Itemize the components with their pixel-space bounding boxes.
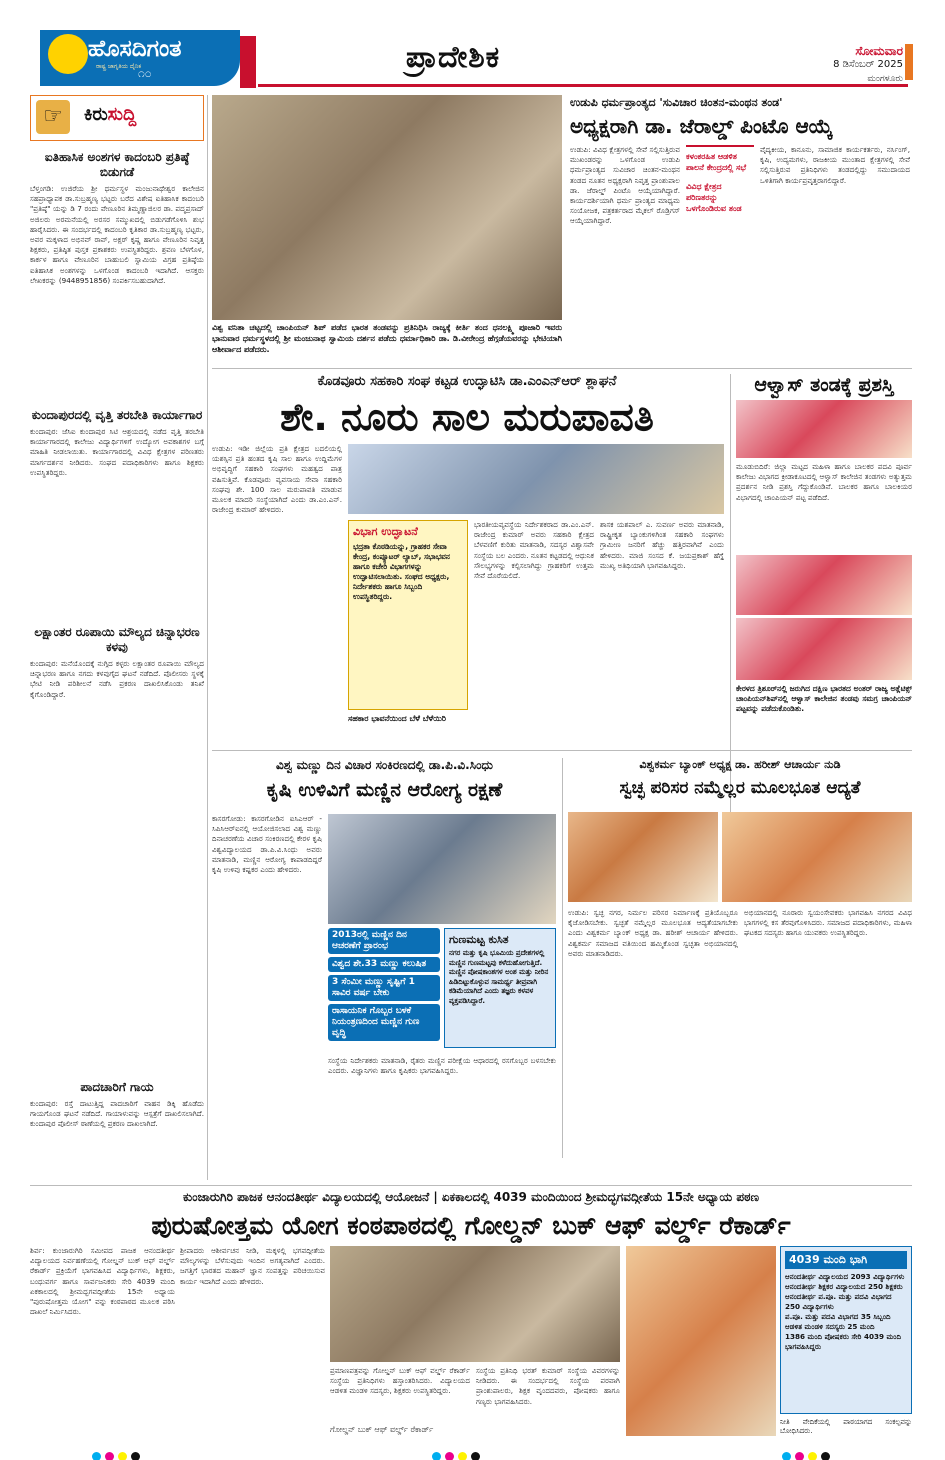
story-body: ಭಾರತೀಯವ್ಯವಸ್ಥೆಯ ನಿರ್ದೇಶಕರಾದ ಡಾ.ಎಂ.ಎನ್. ರಾಜೇಂದ್ರ ಕುಮಾರ್ ಅವರು ಸಹಕಾರಿ ಕ್ಷೇತ್ರದ ಬೆಳವಣಿಗೆ ಕುರಿತು ಮಾತನಾಡಿ, ಸದಸ್ಯರ ವಿಶ್ವಾಸವೇ ಸಂಸ್ಥೆಯ ಬಲ ಎಂದರು. ನೂತನ ಕಟ್ಟಡದಲ್ಲಿ ಆಧುನಿಕ ಸೌಲಭ್ಯಗಳನ್ನು ಕಲ್ಪಿಸಲಾಗಿದ್ದು ಗ್ರಾಹಕರಿಗೆ ಉತ್ತಮ ಸೇವೆ ದೊರೆಯಲಿದೆ.	[474, 520, 594, 581]
brief-body: ಬೆಳ್ತಂಗಡಿ: ಉಜಿರೆಯ ಶ್ರೀ ಧರ್ಮಸ್ಥಳ ಮಂಜುನಾಥೇಶ್ವರ ಕಾಲೇಜಿನ ಸಹಪ್ರಾಧ್ಯಾಪಕ ಡಾ.ಸುಬ್ರಹ್ಮಣ್ಯ ಭಟ್ಟರು ಬರೆದ ವಿಶೇಷ ಐತಿಹಾಸಿಕ ಕಾದಂಬರಿ "ಪ್ರತಿಷ್ಠೆ" ಯನ್ನು ಡಿ 7 ರಂದು ವೇಣೂರಿನ ತಿಮ್ಮಣ್ಣಾಜಿಲರ ಡಾ. ಪದ್ಮಪ್ರಸಾದ್ ಅಜಿಲರು ಅರಮನೆಯಲ್ಲಿ ಅರಸರ ಸಮ್ಮುಖದಲ್ಲಿ ಬಿಡುಗಡೆಗೊಳಿಸಿ ಶುಭ ಹಾರೈಸಿದರು. ಈ ಸಂದರ್ಭದಲ್ಲಿ ಕಾದಂಬರಿ ಕೃತಿಕಾರ ಡಾ.ಸುಬ್ರಹ್ಮಣ್ಯ ಭಟ್ಟರು, ಅವರ ಮಕ್ಕಳಾದ ಅಭಿನವ್ ರಾವ್, ಅಕ್ಷರ್ ಕೃಷ್ಣ ಹಾಗೂ ವೇಣೂರಿನ ನಿವೃತ್ತ ಶಿಕ್ಷಕರು, ಪ್ರತಿಷ್ಠಿತ ಪುಸ್ತಕ ಪ್ರಕಾಶಕರು ಉಪಸ್ಥಿತರಿದ್ದರು. ಶ್ರವಣ ಬೆಳಗೊಳ, ಕಾರ್ಕಳ ಹಾಗೂ ವೇಣೂರಿನ ಬಾಹುಬಲಿ ಸ್ವಾಮಿಯ ವಿಗ್ರಹ ಪ್ರತಿಷ್ಠೆಯ ಐತಿಹಾಸಿಕ ಅಂಶಗಳನ್ನು ಒಳಗೊಂಡ ಕಾದಂಬರಿ ಇದಾಗಿದೆ. ಆಸಕ್ತರು ಲೇಖಕರನ್ನು (9448951856) ಸಂಪರ್ಕಿಸಬಹುದಾಗಿದೆ.	[30, 184, 204, 285]
info-box-title: ಗುಣಮಟ್ಟ ಕುಸಿತ	[449, 933, 509, 946]
story-headline: ಅಧ್ಯಕ್ಷರಾಗಿ ಡಾ. ಜೆರಾಲ್ಡ್ ಪಿಂಟೊ ಆಯ್ಕೆ	[570, 114, 833, 138]
side-point: ಕಳಂಕರಹಿತ ಆಡಳಿತ ಪಾಲನೆ ಕೇಂದ್ರದಲ್ಲಿ ಸಭೆ	[686, 152, 747, 172]
briefs-label: ಕಿರುಸುದ್ದಿ	[84, 104, 137, 125]
cyan-dot-icon	[92, 1452, 101, 1460]
story-body: ಅಭಿಯಾನದಲ್ಲಿ ನೂರಾರು ಸ್ವಯಂಸೇವಕರು ಭಾಗವಹಿಸಿ ನಗರದ ವಿವಿಧ ಭಾಗಗಳಲ್ಲಿ ಕಸ ತೆರವುಗೊಳಿಸಿದರು. ಸಮಾಜದ ಪದಾಧಿಕಾರಿಗಳು, ಮಹಿಳಾ ಘಟಕದ ಸದಸ್ಯರು ಹಾಗೂ ಯುವಕರು ಉಪಸ್ಥಿತರಿದ್ದರು.	[744, 908, 912, 938]
registration-marks	[90, 1446, 142, 1460]
inauguration-photo	[348, 444, 724, 514]
story-body: ಉಡುಪಿ: ಇಡೀ ಜಿಲ್ಲೆಯ ಪ್ರತಿ ಕ್ಷೇತ್ರದ ಬದಲಿಯಲ್ಲಿ ಯಶಸ್ಸಿನ ಪ್ರತಿ ಹಂತದ ಕೃಷಿ ಸಾಲ ಹಾಗೂ ಉದ್ದಿಮೆಗಳ ಅಭಿವೃದ್ಧಿಗೆ ಸಹಕಾರಿ ಸಂಘಗಳು ಮಹತ್ವದ ಪಾತ್ರ ವಹಿಸುತ್ತಿವೆ. ಕೊಡವೂರು ವ್ಯವಸಾಯ ಸೇವಾ ಸಹಕಾರಿ ಸಂಘವು ಶೇ. 100 ಸಾಲ ಮರುಪಾವತಿ ಮಾಡುವ ಮೂಲಕ ಮಾದರಿ ಸಂಸ್ಥೆಯಾಗಿದೆ ಎಂದು ಡಾ.ಎಂ.ಎನ್. ರಾಜೇಂದ್ರ ಕುಮಾರ್ ಹೇಳಿದರು.	[212, 444, 342, 515]
logo-number: ೧೦	[138, 66, 152, 80]
story-body: ಶಿರ್ವ: ಕುಂಜಾರುಗಿರಿ ಸಮೀಪದ ಪಾಜಕ ಆನಂದತೀರ್ಥ ವಿದ್ಯಾಲಯದ ನಿರ್ವಹಣೆಯಲ್ಲಿ ಗೋಲ್ಡನ್ ಬುಕ್ ಆಫ್ ವರ್ಲ್ಡ್ ರೆಕಾರ್ಡ್ ಪ್ರಕ್ರಿಯೆಗೆ ಭಾಗವಹಿಸಿದ ವಿದ್ಯಾರ್ಥಿಗಳು, ಶಿಕ್ಷಕರು, ಬಂಧುವರ್ಗ ಹಾಗೂ ಸಾರ್ವಜನಿಕರು ಸೇರಿ 4039 ಮಂದಿ ಏಕಕಾಲದಲ್ಲಿ ಶ್ರೀಮದ್ಭಗವದ್ಗೀತೆಯ 15ನೇ ಅಧ್ಯಾಯ "ಪುರುಷೋತ್ತಮ ಯೋಗ" ವನ್ನು ಕಂಠಪಾಠದ ಮೂಲಕ ಪಠಿಸಿ ದಾಖಲೆ ನಿರ್ಮಿಸಿದರು.	[30, 1246, 175, 1317]
brief-headline: ಪಾದಚಾರಿಗೆ ಗಾಯ	[80, 1080, 154, 1094]
black-dot-icon	[131, 1452, 140, 1460]
brief-body: ಕುಂದಾಪುರ: ಮನೆಯೊಂದಕ್ಕೆ ನುಗ್ಗಿದ ಕಳ್ಳರು ಲಕ್ಷಾಂತರ ರೂಪಾಯಿ ಮೌಲ್ಯದ ಚಿನ್ನಾಭರಣ ಹಾಗೂ ನಗದು ಕಳವುಗೈದ ಘಟನೆ ನಡೆದಿದೆ. ಪೊಲೀಸರು ಸ್ಥಳಕ್ಕೆ ಭೇಟಿ ನೀಡಿ ಪರಿಶೀಲನೆ ನಡೆಸಿ ಪ್ರಕರಣ ದಾಖಲಿಸಿಕೊಂಡು ತನಿಖೆ ಕೈಗೊಂಡಿದ್ದಾರೆ.	[30, 659, 204, 699]
side-point: ವಿವಿಧ ಕ್ಷೇತ್ರದ ಪರಿಣತರನ್ನು ಒಳಗೊಂಡಿರುವ ತಂಡ	[686, 182, 742, 213]
magenta-dot-icon	[105, 1452, 114, 1460]
stats-list	[328, 928, 440, 1041]
cyan-dot-icon	[782, 1452, 791, 1460]
cleanup-photo	[568, 812, 718, 902]
black-dot-icon	[471, 1452, 480, 1460]
info-box-line: ಆಡಳಿತ ಮಂಡಳಿ ಸದಸ್ಯರು 25 ಮಂದಿ	[785, 1322, 875, 1331]
info-box	[780, 1246, 912, 1414]
info-box	[444, 928, 556, 1048]
seminar-photo	[328, 814, 556, 924]
info-box-body: ನಗರ ಮತ್ತು ಕೃಷಿ ಭೂಮಿಯ ಪ್ರದೇಶಗಳಲ್ಲಿ ಮಣ್ಣಿನ ಗುಣಮಟ್ಟವು ಕಳೆದುಹೋಗುತ್ತಿದೆ. ಮಣ್ಣಿನ ಪೋಷಕಾಂಶಗಳ ಅಂಶ ಮತ್ತು ನೀರಿನ ಹಿಡಿದಿಟ್ಟುಕೊಳ್ಳುವ ಸಾಮರ್ಥ್ಯ ತೀವ್ರವಾಗಿ ಕಡಿಮೆಯಾಗಿದೆ ಎಂದು ತಜ್ಞರು ಕಳವಳ ವ್ಯಕ್ತಪಡಿಸಿದ್ದಾರೆ.	[449, 949, 549, 1005]
story-headline: ಕೃಷಿ ಉಳಿವಿಗೆ ಮಣ್ಣಿನ ಆರೋಗ್ಯ ರಕ್ಷಣೆ	[266, 779, 503, 801]
story-body: ವೈದ್ಯಕೀಯ, ಕಾನೂನು, ಸಾಮಾಜಿಕ ಕಾರ್ಯಕರ್ತರು, ನರ್ಸಿಂಗ್, ಕೃಷಿ, ಉದ್ಯಮಗಳು, ರಾಜಕೀಯ ಮುಂತಾದ ಕ್ಷೇತ್ರಗಳಲ್ಲಿ ಸೇವೆ ಸಲ್ಲಿಸುತ್ತಿರುವ ಪ್ರತಿನಿಧಿಗಳು ತಂಡದಲ್ಲಿದ್ದು ಸಮುದಾಯದ ಒಳಿತಿಗಾಗಿ ಕಾರ್ಯಪ್ರವೃತ್ತರಾಗಲಿದ್ದಾರೆ.	[760, 145, 910, 185]
black-dot-icon	[821, 1452, 830, 1460]
info-box-line: ಆನಂದತೀರ್ಥ ಶಿಕ್ಷಕರ ವಿದ್ಯಾಲಯದ 250 ಶಿಕ್ಷಕರು	[785, 1282, 903, 1291]
info-box-line: ಪ.ಪೂ. ಮತ್ತು ಪದವಿ ವಿಭಾಗದ 35 ಸಿಬ್ಬಂದಿ	[785, 1312, 891, 1321]
info-box-title: ವಿಭಾಗ ಉದ್ಘಾಟನೆ	[353, 525, 418, 538]
magenta-dot-icon	[795, 1452, 804, 1460]
info-box-line: ಆನಂದತೀರ್ಥ ವಿದ್ಯಾಲಯದ 2093 ವಿದ್ಯಾರ್ಥಿಗಳು	[785, 1272, 905, 1281]
info-box-line: ಆನಂದತೀರ್ಥ ಪ.ಪೂ. ಮತ್ತು ಪದವಿ ವಿಭಾಗದ 250 ವಿದ್ಯಾರ್ಥಿಗಳು	[785, 1292, 892, 1311]
column-divider	[207, 95, 208, 1180]
brief-body: ಕುಂದಾಪುರ: ಜೆಸಿಐ ಕುಂದಾಪುರ ಸಿಟಿ ಆಶ್ರಯದಲ್ಲಿ ನಡೆದ ವೃತ್ತಿ ತರಬೇತಿ ಕಾರ್ಯಾಗಾರದಲ್ಲಿ ಕಾಲೇಜು ವಿದ್ಯಾರ್ಥಿಗಳಿಗೆ ಉದ್ಯೋಗ ಅವಕಾಶಗಳ ಬಗ್ಗೆ ಮಾಹಿತಿ ನೀಡಲಾಯಿತು. ಕಾರ್ಯಾಗಾರದಲ್ಲಿ ವಿವಿಧ ಕ್ಷೇತ್ರಗಳ ಪರಿಣತರು ಮಾರ್ಗದರ್ಶನ ನೀಡಿದರು. ಸಂಘದ ಪದಾಧಿಕಾರಿಗಳು ಹಾಗೂ ಶಿಕ್ಷಕರು ಉಪಸ್ಥಿತರಿದ್ದರು.	[30, 427, 204, 477]
header-accent	[240, 36, 256, 88]
stat-item: ವಿಶ್ವದ ಶೇ.33 ಮಣ್ಣು ಕಲುಷಿತ	[328, 957, 440, 972]
section-rule	[30, 1185, 912, 1186]
stat-item: ರಾಸಾಯನಿಕ ಗೊಬ್ಬರ ಬಳಕೆ ನಿಯಂತ್ರಣದಿಂದ ಮಣ್ಣಿನ ಗುಣ ವೃದ್ಧಿ	[328, 1004, 440, 1041]
photo-caption: ವಿಶ್ವ ವನಿತಾ ಚಟ್ಟದಲ್ಲಿ ಚಾಂಪಿಯನ್ ಶಿಪ್ ಪಡೆದ ಭಾರತ ತಂಡವನ್ನು ಪ್ರತಿನಿಧಿಸಿ ರಾಜ್ಯಕ್ಕೆ ಕೀರ್ತಿ ತಂದ ಧನಲಕ್ಷ್ಮಿ ಪೂಜಾರಿ ಇವರು ಭಾನುವಾರ ಧರ್ಮಸ್ಥಳದಲ್ಲಿ ಶ್ರೀ ಮಂಜುನಾಥ ಸ್ವಾಮಿಯ ದರ್ಶನ ಪಡೆದು ಧರ್ಮಾಧಿಕಾರಿ ಡಾ. ಡಿ.ವೀರೇಂದ್ರ ಹೆಗ್ಗಡೆಯವರನ್ನು ಭೇಟಿಯಾಗಿ ಆಶೀರ್ವಾದ ಪಡೆದರು.	[212, 323, 562, 354]
team-photo	[736, 555, 912, 615]
crowd-photo	[626, 1246, 776, 1436]
info-box-line: 1386 ಮಂದಿ ಪೋಷಕರು ಸೇರಿ 4039 ಮಂದಿ ಭಾಗವಹಿಸಿದ್ದರು	[785, 1332, 902, 1351]
logo-tagline: ರಾಷ್ಟ್ರ ಜಾಗೃತಿಯ ದೈನಿಕ	[96, 63, 142, 70]
sub-head: ಸಹಕಾರ ಭಾವನೆಯಿಂದ ಬೆಳೆ ಬೆಳೆಯಿರಿ	[348, 714, 447, 723]
brief-item	[30, 408, 204, 601]
logo-text: ಹೊಸದಿಗಂತ	[88, 36, 182, 62]
story-headline: ಸ್ವಚ್ಛ ಪರಿಸರ ನಮ್ಮೆಲ್ಲರ ಮೂಲಭೂತ ಆದ್ಯತೆ	[619, 778, 861, 798]
yellow-dot-icon	[118, 1452, 127, 1460]
team-photo	[736, 400, 912, 458]
registration-marks	[430, 1446, 482, 1460]
stat-item: 2013ರಲ್ಲಿ ಮಣ್ಣಿನ ದಿನ ಆಚರಣೆಗೆ ಪ್ರಾರಂಭ	[328, 928, 440, 954]
magenta-dot-icon	[445, 1452, 454, 1460]
story-body: ಸಂಸ್ಥೆಯ ಪ್ರತಿನಿಧಿ ಭರತ್ ಕುಮಾರ್ ಸಂಸ್ಥೆಯ ವಿವರಗಳನ್ನು ನೀಡಿದರು. ಈ ಸಂದರ್ಭದಲ್ಲಿ ಸಂಸ್ಥೆಯ ಪರವಾಗಿ ಪ್ರಾಂಶುಪಾಲರು, ಶಿಕ್ಷಕ ವೃಂದದವರು, ಪೋಷಕರು ಹಾಗೂ ಗಣ್ಯರು ಭಾಗವಹಿಸಿದರು.	[476, 1366, 620, 1406]
info-box-body: ಭದ್ರತಾ ಕೊಠಡಿಯನ್ನು, ಗ್ರಾಹಕರ ಸೇವಾ ಕೇಂದ್ರ, ಕಂಪ್ಯೂಟರ್ ಲ್ಯಾಬ್, ಸಭಾಭವನ ಹಾಗೂ ಕಚೇರಿ ವಿಭಾಗಗಳನ್ನು ಉದ್ಘಾಟಿಸಲಾಯಿತು. ಸಂಘದ ಅಧ್ಯಕ್ಷರು, ನಿರ್ದೇಶಕರು ಹಾಗೂ ಸಿಬ್ಬಂದಿ ಉಪಸ್ಥಿತರಿದ್ದರು.	[353, 542, 450, 601]
cleanup-photo	[722, 812, 912, 902]
registration-marks	[780, 1446, 832, 1460]
info-box	[348, 520, 468, 710]
stat-item: 3 ಸೆಂಮೀ ಮಣ್ಣು ಸೃಷ್ಟಿಗೆ 1 ಸಾವಿರ ವರ್ಷ ಬೇಕು	[328, 975, 440, 1001]
brief-body: ಕುಂದಾಪುರ: ರಸ್ತೆ ದಾಟುತ್ತಿದ್ದ ಪಾದಚಾರಿಗೆ ವಾಹನ ಡಿಕ್ಕಿ ಹೊಡೆದು ಗಾಯಗೊಂಡ ಘಟನೆ ನಡೆದಿದೆ. ಗಾಯಾಳುವನ್ನು ಆಸ್ಪತ್ರೆಗೆ ದಾಖಲಿಸಲಾಗಿದೆ. ಕುಂದಾಪುರ ಪೊಲೀಸ್ ಠಾಣೆಯಲ್ಲಿ ಪ್ರಕರಣ ದಾಖಲಾಗಿದೆ.	[30, 1099, 204, 1129]
photo-caption: ನೀತಿ ವೇದಿಕೆಯಲ್ಲಿ ಪಾಠಯಾಗದ ಸಂಕಲ್ಪವನ್ನು ಬೋಧಿಸಿದರು.	[780, 1418, 912, 1435]
brief-item	[30, 625, 204, 881]
story-headline: ಆಳ್ವಾಸ್ ತಂಡಕ್ಕೆ ಪ್ರಶಸ್ತಿ	[754, 374, 894, 396]
section-title: ಪ್ರಾದೇಶಿಕ	[405, 40, 501, 75]
yellow-dot-icon	[458, 1452, 467, 1460]
header-rule	[258, 84, 908, 87]
photo-caption: ಕೇರಳದ ತ್ರಿಶೂರ್‌ನಲ್ಲಿ ಜರುಗಿದ ದಕ್ಷಿಣ ಭಾರತದ ಅಂತರ್ ರಾಜ್ಯ ಅತ್ಲೆಟಿಕ್ಸ್ ಚಾಂಪಿಯನ್‌ಶಿಪ್‌ನಲ್ಲಿ ಆಳ್ವಾಸ್ ಕಾಲೇಜಿನ ತಂಡವು ಸಮಗ್ರ ಚಾಂಪಿಯನ್ ಪಟ್ಟವನ್ನು ಪಡೆದುಕೊಂಡಿತು.	[736, 684, 912, 713]
photo-caption: ಗೋಲ್ಡನ್ ಬುಕ್ ಆಫ್ ವರ್ಲ್ಡ್ ರೆಕಾರ್ಡ್	[330, 1425, 434, 1434]
story-body: ಶಾಸಕ ಯಶಪಾಲ್ ಎ. ಸುವರ್ಣ ಅವರು ಮಾತನಾಡಿ, ರಾಷ್ಟ್ರೀಕೃತ ಬ್ಯಾಂಕುಗಳಿಗಿಂತ ಸಹಕಾರಿ ಸಂಘಗಳು ಗ್ರಾಮೀಣ ಜನರಿಗೆ ಹೆಚ್ಚು ಹತ್ತಿರವಾಗಿವೆ ಎಂದು ಹೇಳಿದರು. ಮಾಜಿ ಸಂಸದ ಕೆ. ಜಯಪ್ರಕಾಶ್ ಹೆಗ್ಡೆ ಮುಖ್ಯ ಅತಿಥಿಯಾಗಿ ಭಾಗವಹಿಸಿದ್ದರು.	[600, 520, 724, 570]
edition-place: ಮಂಗಳೂರು	[867, 74, 903, 84]
story-kicker: ಉಡುಪಿ ಧರ್ಮಪ್ರಾಂತ್ಯದ 'ಸುವಿಚಾರ ಚಿಂತನ-ಮಂಥನ ತಂಡ'	[570, 96, 783, 109]
header-side-bar	[905, 44, 913, 80]
cyan-dot-icon	[432, 1452, 441, 1460]
story-kicker: ವಿಶ್ವಕರ್ಮ ಬ್ಯಾಂಕ್ ಅಧ್ಯಕ್ಷ ಡಾ. ಹರೀಶ್ ಆಚಾರ್ಯ ನುಡಿ	[639, 758, 841, 771]
section-rule	[212, 368, 912, 369]
brief-headline: ಐತಿಹಾಸಿಕ ಅಂಶಗಳ ಕಾದಂಬರಿ ಪ್ರತಿಷ್ಠೆ ಬಿಡುಗಡೆ	[44, 150, 190, 179]
record-photo	[330, 1246, 620, 1362]
story-body: ಉಡುಪಿ: ಸ್ವಚ್ಛ ನಗರ, ನಿರ್ಮಲ ಪರಿಸರ ನಿರ್ಮಾಣಕ್ಕೆ ಪ್ರತಿಯೊಬ್ಬರೂ ಕೈಜೋಡಿಸಬೇಕು. ಸ್ವಚ್ಛತೆ ನಮ್ಮೆಲ್ಲರ ಮೂಲಭೂತ ಆದ್ಯತೆಯಾಗಬೇಕು ಎಂದು ವಿಶ್ವಕರ್ಮ ಬ್ಯಾಂಕ್ ಅಧ್ಯಕ್ಷ ಡಾ. ಹರೀಶ್ ಆಚಾರ್ಯ ಹೇಳಿದರು. ವಿಶ್ವಕರ್ಮ ಸಮಾಜದ ವತಿಯಿಂದ ಹಮ್ಮಿಕೊಂಡ ಸ್ವಚ್ಛತಾ ಅಭಿಯಾನದಲ್ಲಿ ಅವರು ಮಾತನಾಡಿದರು.	[568, 908, 738, 958]
brief-headline: ಕುಂದಾಪುರದಲ್ಲಿ ವೃತ್ತಿ ತರಬೇತಿ ಕಾರ್ಯಾಗಾರ	[31, 408, 203, 422]
info-box-title: 4039 ಮಂದಿ ಭಾಗಿ	[785, 1251, 907, 1269]
story-kicker: ವಿಶ್ವ ಮಣ್ಣು ದಿನ ವಿಚಾರ ಸಂಕಿರಣದಲ್ಲಿ ಡಾ.ಪಿ.ವಿ.ಸಿಂಧು	[276, 758, 493, 772]
yellow-dot-icon	[808, 1452, 817, 1460]
date-text: 8 ಡಿಸೆಂಬರ್ 2025	[833, 59, 903, 70]
side-points	[686, 145, 754, 275]
story-body: ಸಂಸ್ಥೆಯ ನಿರ್ದೇಶಕರು ಮಾತನಾಡಿ, ರೈತರು ಮಣ್ಣಿನ ಪರೀಕ್ಷೆಯ ಆಧಾರದಲ್ಲಿ ರಸಗೊಬ್ಬರ ಬಳಸಬೇಕು ಎಂದರು. ವಿಜ್ಞಾನಿಗಳು ಹಾಗೂ ಕೃಷಿಕರು ಭಾಗವಹಿಸಿದ್ದರು.	[328, 1056, 556, 1076]
story-body: ಮೂಡುಬಿದಿರೆ: ಜಿಲ್ಲಾ ಮಟ್ಟದ ಮಹಿಳಾ ಹಾಗೂ ಬಾಲಕರ ಪದವಿ ಪೂರ್ವ ಕಾಲೇಜು ವಿಭಾಗದ ಕ್ರೀಡಾಕೂಟದಲ್ಲಿ ಆಳ್ವಾಸ್ ಕಾಲೇಜಿನ ತಂಡಗಳು ಅತ್ಯುತ್ತಮ ಪ್ರದರ್ಶನ ನೀಡಿ ಪ್ರಶಸ್ತಿ ಗೆದ್ದುಕೊಂಡಿವೆ. ಬಾಲಕರ ಹಾಗೂ ಬಾಲಕಿಯರ ವಿಭಾಗದಲ್ಲಿ ಚಾಂಪಿಯನ್ ಪಟ್ಟ ಪಡೆದಿದೆ.	[736, 462, 912, 502]
story-body: ಶ್ರೀಪಾದರು ಆಶೀರ್ವಚನ ನೀಡಿ, ಮಕ್ಕಳಲ್ಲಿ ಭಗವದ್ಗೀತೆಯ ಮೌಲ್ಯಗಳನ್ನು ಬೆಳೆಸುವುದು ಇಂದಿನ ಅಗತ್ಯವಾಗಿದೆ ಎಂದರು. ಜಗತ್ತಿಗೆ ಭಾರತದ ಮಹಾನ್ ಜ್ಞಾನ ಸಂಪತ್ತನ್ನು ಪರಿಚಯಿಸುವ ಕಾರ್ಯ ಇದಾಗಿದೆ ಎಂದು ಹೇಳಿದರು.	[180, 1246, 325, 1286]
story-headline: ಪುರುಷೋತ್ತಮ ಯೋಗ ಕಂಠಪಾಠದಲ್ಲಿ ಗೋಲ್ಡನ್ ಬುಕ್ ಆಫ್ ವರ್ಲ್ಡ್ ರೆಕಾರ್ಡ್	[151, 1211, 791, 1240]
brief-item	[30, 150, 204, 420]
felicitation-photo	[212, 95, 562, 320]
story-body: ಪ್ರಮಾಣಪತ್ರವನ್ನು ಗೋಲ್ಡನ್ ಬುಕ್ ಆಫ್ ವರ್ಲ್ಡ್ ರೆಕಾರ್ಡ್ ಸಂಸ್ಥೆಯ ಪ್ರತಿನಿಧಿಗಳು ಹಸ್ತಾಂತರಿಸಿದರು. ವಿದ್ಯಾಲಯದ ಆಡಳಿತ ಮಂಡಳಿ ಸದಸ್ಯರು, ಶಿಕ್ಷಕರು ಉಪಸ್ಥಿತರಿದ್ದರು.	[330, 1366, 470, 1396]
section-rule	[212, 750, 912, 751]
story-kicker: ಕುಂಜಾರುಗಿರಿ ಪಾಜಕ ಆನಂದತೀರ್ಥ ವಿದ್ಯಾಲಯದಲ್ಲಿ ಆಯೋಜನೆ | ಏಕಕಾಲದಲ್ಲಿ 4039 ಮಂದಿಯಿಂದ ಶ್ರೀಮದ್ಭಗವದ್ಗೀತೆಯ 15ನೇ ಅಧ್ಯಾಯ ಪಠಣ	[183, 1190, 759, 1204]
column-divider	[562, 758, 563, 1158]
story-kicker: ಕೊಡವೂರು ಸಹಕಾರಿ ಸಂಘ ಕಟ್ಟಡ ಉದ್ಘಾಟಿಸಿ ಡಾ.ಎಂಎನ್‌ಆರ್ ಶ್ಲಾಘನೆ	[317, 374, 617, 389]
story-body: ಕಾಸರಗೋಡು: ಕಾಸರಗೋಡಿನ ಐಸಿಎಆರ್ - ಸಿಪಿಸಿಆರ್‌ಐನಲ್ಲಿ ಆಯೋಜಿಸಲಾದ ವಿಶ್ವ ಮಣ್ಣು ದಿನಾಚರಣೆಯ ವಿಚಾರ ಸಂಕಿರಣದಲ್ಲಿ ಕೇರಳ ಕೃಷಿ ವಿಶ್ವವಿದ್ಯಾಲಯದ ಡಾ.ಪಿ.ವಿ.ಸಿಂಧು ಅವರು ಮಾತನಾಡಿ, ಮಣ್ಣಿನ ಆರೋಗ್ಯ ಕಾಪಾಡದಿದ್ದರೆ ಕೃಷಿ ಉಳಿವು ಕಷ್ಟಕರ ಎಂದು ಹೇಳಿದರು.	[212, 814, 322, 875]
story-headline: ಶೇ. ನೂರು ಸಾಲ ಮರುಪಾವತಿ	[280, 395, 654, 439]
pointing-hand-icon: ☞	[36, 100, 70, 134]
team-photo	[736, 618, 912, 680]
story-body: ಉಡುಪಿ: ವಿವಿಧ ಕ್ಷೇತ್ರಗಳಲ್ಲಿ ಸೇವೆ ಸಲ್ಲಿಸುತ್ತಿರುವ ಮುಖಂಡರನ್ನು ಒಳಗೊಂಡ ಉಡುಪಿ ಧರ್ಮಪ್ರಾಂತ್ಯದ ಸುವಿಚಾರ ಚಿಂತನ-ಮಂಥನ ತಂಡದ ನೂತನ ಅಧ್ಯಕ್ಷರಾಗಿ ನಿವೃತ್ತ ಪ್ರಾಂಶುಪಾಲ ಡಾ. ಜೆರಾಲ್ಡ್ ಪಿಂಟೊ ಆಯ್ಕೆಯಾಗಿದ್ದಾರೆ. ಕಾರ್ಯದರ್ಶಿಯಾಗಿ ಧರ್ಮ ಪ್ರಾಂತ್ಯದ ಮಾಧ್ಯಮ ಸಂಯೋಜಕ, ಪತ್ರಕರ್ತರಾದ ಮೈಕಲ್ ರೊಡ್ರಿಗಸ್ ಆಯ್ಕೆಯಾಗಿದ್ದಾರೆ.	[570, 145, 680, 226]
brief-item	[30, 1080, 204, 1199]
brief-headline: ಲಕ್ಷಾಂತರ ರೂಪಾಯಿ ಮೌಲ್ಯದ ಚಿನ್ನಾಭರಣ ಕಳವು	[34, 625, 200, 654]
date-day: ಸೋಮವಾರ	[855, 44, 903, 58]
logo-emblem-icon	[48, 34, 88, 74]
